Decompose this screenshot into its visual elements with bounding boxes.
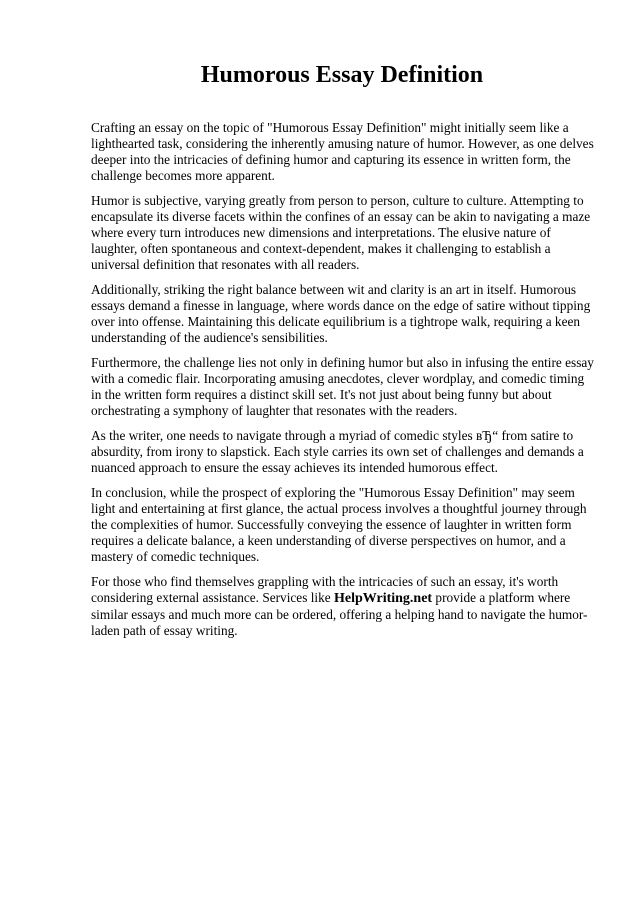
paragraph-subjectivity: Humor is subjective, varying greatly from person to person, culture to culture. Attempting to encapsulate its diverse facets within the confines of an essay can be akin to navigating a maze where every turn introduces new dimensions and interpretations. The elusive nature of laughter, often spontaneous and context-dependent, makes it challenging to establish a universal definition that resonates with all readers. [91,193,591,272]
paragraph-comedic-flair: Furthermore, the challenge lies not only in defining humor but also in infusing the entire essay with a comedic flair. Incorporating amusing anecdotes, clever wordplay, and comedic timing in the written form requires a distinct skill set. It's not just about being funny but about orchestrating a symphony of laughter that resonates with the readers. [91,355,594,418]
paragraph-conclusion: In conclusion, while the prospect of exploring the "Humorous Essay Definition" may seem light and entertaining at first glance, the actual process involves a thoughtful journey through the complexities of humor. Successfully conveying the essence of laughter in written form requires a delicate balance, a keen understanding of diverse perspectives on humor, and a mastery of comedic techniques. [91,485,587,564]
paragraph-balance: Additionally, striking the right balance between wit and clarity is an art in itself. Humorous essays demand a finesse in language, where words dance on the edge of satire without tipping over into offense. Maintaining this delicate equilibrium is a tightrope walk, requiring a keen understanding of the audience's sensibilities. [91,282,591,345]
paragraph-intro: Crafting an essay on the topic of "Humorous Essay Definition" might initially seem like a lighthearted task, considering the inherently amusing nature of humor. However, as one delves deeper into the intricacies of defining humor and capturing its essence in written form, the challenge becomes more apparent. [91,120,594,183]
paragraph-styles: As the writer, one needs to navigate through a myriad of comedic styles вЂ“ from satire to absurdity, from irony to slapstick. Each style carries its own set of challenges and demands a nuanced approach to ensure the essay achieves its intended humorous effect. [91,428,584,475]
paragraph-assistance [91,574,596,639]
page-title: Humorous Essay Definition [200,62,484,88]
paragraph-assistance-start: For those who find themselves grappling with the intricacies of such an essay, it's worth considering external assistance. Services like [91,574,559,605]
essay-body [91,120,596,648]
brand-name: HelpWriting.net [333,591,433,606]
paragraph-assistance-end: provide a platform where similar essays and much more can be ordered, offering a helping hand to navigate the humor-laden path of essay writing. [91,590,588,638]
